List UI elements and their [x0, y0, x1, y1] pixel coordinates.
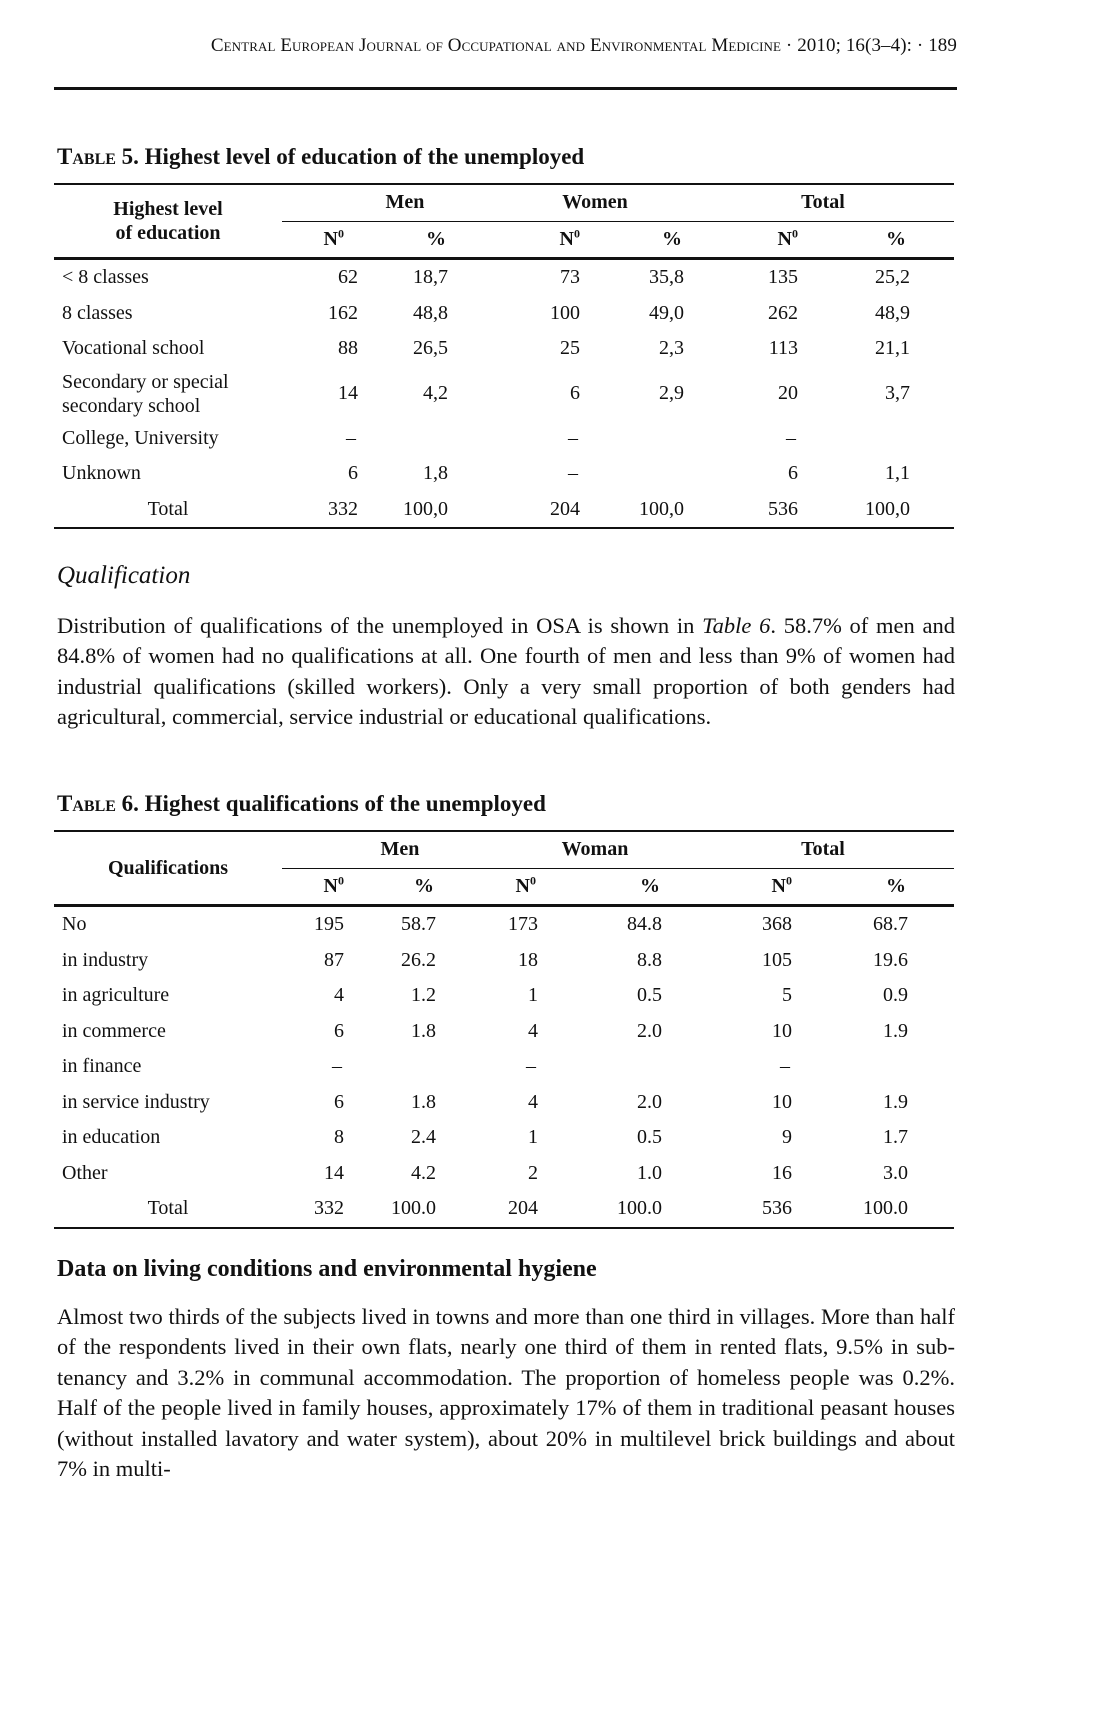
- percent-cell: 8.8: [637, 948, 662, 971]
- percent-cell: 2,9: [659, 382, 684, 404]
- count-cell: 368: [762, 913, 792, 936]
- row-label: Total: [147, 497, 189, 520]
- count-cell: 6: [788, 462, 798, 485]
- table5-row-header: [54, 184, 282, 259]
- table6-body: [54, 906, 954, 1228]
- count-cell: 1: [528, 984, 538, 1007]
- percent-cell: 19.6: [873, 948, 908, 971]
- row-label: in industry: [62, 948, 149, 971]
- percent-cell: 100,0: [865, 497, 910, 520]
- percent-cell: [344, 1049, 468, 1085]
- percent-cell: 1.0: [637, 1161, 662, 1184]
- table5-number: 5.: [121, 144, 139, 169]
- count-cell: 162: [328, 301, 358, 324]
- percent-cell: 100,0: [403, 497, 448, 520]
- percent-cell: 35,8: [649, 266, 684, 289]
- sub-pct: %: [662, 227, 682, 250]
- row-label: Total: [147, 1197, 189, 1220]
- count-cell: 20: [778, 382, 798, 404]
- sub-n: $N^0$: [777, 226, 798, 250]
- percent-cell: [804, 421, 954, 457]
- count-cell: 536: [762, 1197, 792, 1220]
- count-cell: 173: [508, 913, 538, 936]
- sub-n: $N^0$: [771, 873, 792, 897]
- percent-cell: 2.0: [637, 1090, 662, 1113]
- percent-cell: 26,5: [413, 337, 448, 360]
- sub-pct: %: [426, 227, 446, 250]
- row-label: Vocational school: [62, 337, 205, 360]
- percent-cell: 1.2: [411, 984, 436, 1007]
- row-label: [54, 367, 282, 421]
- count-cell: –: [780, 1055, 790, 1078]
- percent-cell: [358, 421, 468, 457]
- count-cell: 2: [528, 1161, 538, 1184]
- percent-cell: 68.7: [873, 913, 908, 936]
- count-cell: 204: [508, 1197, 538, 1220]
- count-cell: 195: [314, 913, 344, 936]
- table-row: [54, 456, 954, 492]
- count-cell: 332: [328, 497, 358, 520]
- table-row: [54, 1014, 954, 1050]
- count-cell: 1: [528, 1126, 538, 1149]
- qualification-paragraph: [57, 611, 955, 733]
- header-rule: [54, 87, 957, 90]
- row-label: in finance: [62, 1055, 142, 1078]
- row-header-line: Highest level: [113, 198, 223, 220]
- row-label: in agriculture: [62, 984, 170, 1007]
- count-cell: 25: [560, 337, 580, 360]
- count-cell: 18: [518, 948, 538, 971]
- row-label: in commerce: [62, 1019, 166, 1042]
- row-label-line: secondary school: [62, 394, 201, 417]
- count-cell: 6: [334, 1019, 344, 1042]
- count-cell: 113: [768, 337, 798, 360]
- table6-caption: [57, 791, 546, 817]
- count-cell: 262: [768, 301, 798, 324]
- percent-cell: 3,7: [885, 382, 910, 404]
- sub-pct: %: [414, 874, 434, 897]
- sub-n: $N^0$: [323, 226, 344, 250]
- count-cell: 14: [338, 382, 358, 404]
- percent-cell: 0.9: [883, 984, 908, 1007]
- count-cell: 4: [528, 1090, 538, 1113]
- percent-cell: 1,8: [423, 462, 448, 485]
- row-label: No: [62, 913, 87, 936]
- percent-cell: 48,9: [875, 301, 910, 324]
- table5-caption: [57, 144, 584, 170]
- table5-title: Highest level of education of the unemployed: [144, 144, 585, 169]
- table6-title: Highest qualifications of the unemployed: [144, 791, 546, 816]
- count-cell: 135: [768, 266, 798, 289]
- count-cell: 8: [334, 1126, 344, 1149]
- percent-cell: 100.0: [617, 1197, 662, 1220]
- living-heading: Data on living conditions and environmental hygiene: [57, 1256, 597, 1282]
- table-row: [54, 943, 954, 979]
- row-label: Unknown: [62, 462, 141, 485]
- journal-name: Central European Journal of Occupational and Environmental Medicine: [210, 35, 782, 56]
- percent-cell: 1.9: [883, 1019, 908, 1042]
- percent-cell: [580, 456, 692, 492]
- percent-cell: [792, 1049, 954, 1085]
- count-cell: 105: [762, 948, 792, 971]
- count-cell: 536: [768, 497, 798, 520]
- percent-cell: 1,1: [885, 462, 910, 485]
- percent-cell: 2.4: [411, 1126, 436, 1149]
- count-cell: –: [568, 426, 578, 449]
- sub-n: $N^0$: [559, 226, 580, 250]
- row-label: 8 classes: [62, 301, 133, 324]
- row-label: College, University: [62, 426, 219, 449]
- count-cell: 73: [560, 266, 580, 289]
- sub-n: $N^0$: [323, 873, 344, 897]
- percent-cell: 100.0: [863, 1197, 908, 1220]
- percent-cell: 1.8: [411, 1019, 436, 1042]
- group-woman: Woman: [468, 831, 692, 868]
- percent-cell: 1.9: [883, 1090, 908, 1113]
- percent-cell: 21,1: [875, 337, 910, 360]
- count-cell: 9: [782, 1126, 792, 1149]
- row-label: Other: [62, 1161, 108, 1184]
- living-paragraph: Almost two thirds of the subjects lived in towns and more than one third in villages. More than half of the respondents lived in their own flats, nearly one third of them in rented flats, 9.5% in sub-tenancy and 3.2% in communal accommodation. The proportion of homeless people was 0.2%. Half of the people lived in family houses, approximately 17% of them in traditional peasant houses (without installed lavatory and water system), about 20% in multilevel brick buildings and about 7% in multi-: [57, 1304, 955, 1482]
- count-cell: 4: [334, 984, 344, 1007]
- table-row: [54, 421, 954, 457]
- percent-cell: 18,7: [413, 266, 448, 289]
- group-men: Men: [282, 184, 468, 221]
- count-cell: 6: [570, 382, 580, 404]
- percent-cell: 4.2: [411, 1161, 436, 1184]
- count-cell: 87: [324, 948, 344, 971]
- percent-cell: 4,2: [423, 382, 448, 404]
- para-text: Distribution of qualifications of the unemployed in OSA is shown in: [57, 613, 703, 638]
- citation: · 2010; 16(3–4): · 189: [785, 35, 957, 56]
- table-row: [54, 331, 954, 367]
- count-cell: 62: [338, 266, 358, 289]
- percent-cell: 1.8: [411, 1090, 436, 1113]
- count-cell: 88: [338, 337, 358, 360]
- row-label: in education: [62, 1126, 161, 1149]
- table5: [54, 183, 954, 529]
- table-row: [54, 1156, 954, 1192]
- percent-cell: 2.0: [637, 1019, 662, 1042]
- para-text: . 58.7% of men and 84.8% of women had no qualifications at all. One fourth of men and less than 9% of women had industrial qualifications (skilled workers). Only a very small proportion of both genders had agricultural, commercial, service industrial or educational qualifications.: [57, 613, 956, 730]
- percent-cell: 49,0: [649, 301, 684, 324]
- table5-label: Table: [57, 144, 116, 169]
- group-men: Men: [282, 831, 468, 868]
- group-total: Total: [692, 184, 954, 221]
- table-row: [54, 296, 954, 332]
- percent-cell: [568, 1049, 692, 1085]
- percent-cell: 26.2: [401, 948, 436, 971]
- count-cell: –: [568, 462, 578, 485]
- sub-n: $N^0$: [515, 873, 536, 897]
- row-header-line: of education: [115, 222, 221, 244]
- table-reference: Table 6: [702, 613, 771, 638]
- table-row: [54, 1049, 954, 1085]
- sub-pct: %: [886, 227, 906, 250]
- row-label: in service industry: [62, 1090, 210, 1113]
- table5-body: [54, 259, 954, 529]
- table-row: [54, 978, 954, 1014]
- row-label-line: Secondary or special: [62, 370, 229, 393]
- count-cell: 14: [324, 1161, 344, 1184]
- percent-cell: 0.5: [637, 1126, 662, 1149]
- percent-cell: 100.0: [391, 1197, 436, 1220]
- percent-cell: [580, 421, 692, 457]
- count-cell: –: [526, 1055, 536, 1078]
- sub-pct: %: [640, 874, 660, 897]
- count-cell: 6: [334, 1090, 344, 1113]
- table-row: [54, 1191, 954, 1228]
- percent-cell: 58.7: [401, 913, 436, 936]
- percent-cell: 48,8: [413, 301, 448, 324]
- sub-pct: %: [886, 874, 906, 897]
- percent-cell: 100,0: [639, 497, 684, 520]
- table6-label: Table: [57, 791, 116, 816]
- percent-cell: 2,3: [659, 337, 684, 360]
- running-head: [57, 35, 957, 57]
- table-row: [54, 259, 954, 296]
- group-total: Total: [692, 831, 954, 868]
- row-label: < 8 classes: [62, 266, 149, 289]
- count-cell: 332: [314, 1197, 344, 1220]
- count-cell: –: [332, 1055, 342, 1078]
- percent-cell: 25,2: [875, 266, 910, 289]
- count-cell: 204: [550, 497, 580, 520]
- count-cell: 10: [772, 1090, 792, 1113]
- table-row: [54, 906, 954, 943]
- table6-number: 6.: [121, 791, 139, 816]
- table6: [54, 830, 954, 1229]
- percent-cell: 1.7: [883, 1126, 908, 1149]
- count-cell: 100: [550, 301, 580, 324]
- table-row: [54, 1085, 954, 1121]
- table-row: [54, 367, 954, 421]
- table-row: [54, 492, 954, 529]
- percent-cell: 84.8: [627, 913, 662, 936]
- count-cell: –: [346, 426, 356, 449]
- table-row: [54, 1120, 954, 1156]
- count-cell: 10: [772, 1019, 792, 1042]
- percent-cell: 3.0: [883, 1161, 908, 1184]
- table6-row-header: Qualifications: [54, 831, 282, 906]
- qualification-heading: Qualification: [57, 562, 191, 589]
- count-cell: 4: [528, 1019, 538, 1042]
- count-cell: 5: [782, 984, 792, 1007]
- count-cell: –: [786, 426, 796, 449]
- group-women: Women: [468, 184, 692, 221]
- percent-cell: 0.5: [637, 984, 662, 1007]
- count-cell: 6: [348, 462, 358, 485]
- count-cell: 16: [772, 1161, 792, 1184]
